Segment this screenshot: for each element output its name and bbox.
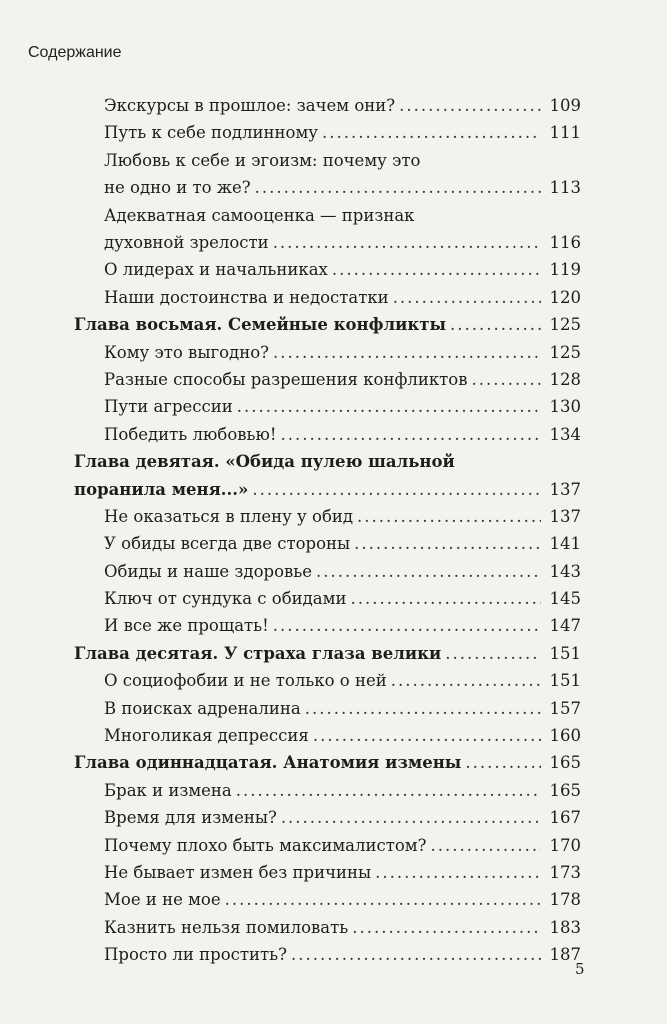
toc-page-number: 116 (549, 232, 581, 252)
toc-page-number: 125 (549, 342, 581, 362)
toc-entry-title: Не бывает измен без причины (104, 862, 372, 882)
toc-section-entry (0, 667, 667, 694)
dot-leader (255, 174, 541, 201)
toc-chapter-entry (0, 311, 667, 338)
dot-leader (391, 667, 541, 694)
dot-leader (450, 311, 541, 338)
dot-leader (393, 284, 541, 311)
toc-entry-title: Глава девятая. «Обида пулею шальной (74, 452, 455, 472)
toc-page-number: 134 (549, 424, 581, 444)
toc-page-number: 151 (549, 671, 581, 691)
toc-entry-title: И все же прощать! (104, 616, 269, 636)
toc-entry-title: У обиды всегда две стороны (104, 534, 351, 554)
toc-entry-title: Разные способы разрешения конфликтов (104, 369, 468, 389)
toc-section-entry (0, 832, 667, 859)
toc-entry-title: Просто ли простить? (104, 945, 287, 965)
toc-section-entry (0, 886, 667, 913)
toc-section-entry (0, 256, 667, 283)
toc-page-number: 170 (549, 835, 581, 855)
toc-entry-title: Время для измены? (104, 808, 277, 828)
toc-page-number: 145 (549, 589, 581, 609)
toc-section-entry (0, 366, 667, 393)
dot-leader (354, 530, 541, 557)
toc-section-entry (0, 695, 667, 722)
toc-section-entry (0, 530, 667, 557)
toc-page-number: 157 (549, 698, 581, 718)
toc-entry-title: Глава восьмая. Семейные конфликты (74, 315, 447, 335)
dot-leader (273, 339, 541, 366)
toc-entry-title: О лидерах и начальниках (104, 260, 328, 280)
toc-page-number: 113 (549, 178, 581, 198)
toc-page-number: 160 (549, 726, 581, 746)
toc-section-entry (0, 859, 667, 886)
toc-page-number: 120 (549, 287, 581, 307)
dot-leader (357, 503, 541, 530)
toc-chapter-entry (0, 640, 667, 667)
toc-entry-title: Не оказаться в плену у обид (104, 506, 354, 526)
toc-entry-title: Почему плохо быть максималистом? (104, 835, 427, 855)
toc-page-number: 183 (549, 917, 581, 937)
toc-entry-title: Путь к себе подлинному (104, 123, 319, 143)
toc-page-number: 178 (549, 890, 581, 910)
dot-leader (281, 421, 541, 448)
toc-page-number: 173 (549, 862, 581, 882)
dot-leader (291, 941, 541, 968)
dot-leader (465, 749, 541, 776)
toc-section-entry (0, 421, 667, 448)
toc-entry-title: Обиды и наше здоровье (104, 561, 313, 581)
dot-leader (313, 722, 541, 749)
dot-leader (281, 804, 541, 831)
toc-page-number: 165 (549, 780, 581, 800)
toc-page-number: 130 (549, 397, 581, 417)
toc-entry-title: Брак и измена (104, 780, 232, 800)
toc-page-number: 151 (549, 643, 581, 663)
dot-leader (236, 777, 541, 804)
dot-leader (430, 832, 541, 859)
dot-leader (316, 558, 541, 585)
table-of-contents (0, 92, 667, 969)
toc-entry-title: Казнить нельзя помиловать (104, 917, 349, 937)
toc-section-entry (0, 941, 667, 968)
dot-leader (273, 612, 541, 639)
dot-leader (305, 695, 541, 722)
toc-entry-title: Многоликая депрессия (104, 726, 309, 746)
page-number: 5 (575, 960, 585, 978)
dot-leader (273, 229, 541, 256)
toc-entry-title: О социофобии и не только о ней (104, 671, 387, 691)
dot-leader (332, 256, 541, 283)
dot-leader (352, 914, 541, 941)
toc-page-number: 128 (549, 369, 581, 389)
toc-entry-title: Пути агрессии (104, 397, 233, 417)
toc-page-number: 143 (549, 561, 581, 581)
dot-leader (472, 366, 541, 393)
toc-entry-title: Наши достоинства и недостатки (104, 287, 389, 307)
dot-leader (445, 640, 541, 667)
toc-entry-title: поранила меня...» (74, 479, 249, 499)
toc-page-number: 137 (549, 479, 581, 499)
toc-section-entry (0, 722, 667, 749)
toc-section-entry (0, 393, 667, 420)
toc-entry-title: Глава одиннадцатая. Анатомия измены (74, 753, 462, 773)
toc-page-number: 147 (549, 616, 581, 636)
toc-entry-title: духовной зрелости (104, 232, 269, 252)
toc-section-entry (0, 503, 667, 530)
toc-entry-title: Глава десятая. У страха глаза велики (74, 643, 442, 663)
toc-page-number: 125 (549, 315, 581, 335)
toc-page-number: 167 (549, 808, 581, 828)
toc-section-entry (0, 558, 667, 585)
toc-page-number: 141 (549, 534, 581, 554)
toc-entry-title: Ключ от сундука с обидами (104, 589, 347, 609)
toc-section-entry (0, 777, 667, 804)
toc-entry-title: В поисках адреналина (104, 698, 301, 718)
toc-section-entry (0, 804, 667, 831)
toc-section-entry (0, 585, 667, 612)
toc-section-entry (0, 284, 667, 311)
toc-section-entry (0, 914, 667, 941)
toc-chapter-entry (0, 448, 667, 503)
running-head: Содержание (28, 44, 122, 61)
toc-page-number: 109 (549, 96, 581, 115)
toc-entry-title: Любовь к себе и эгоизм: почему это (104, 150, 421, 170)
dot-leader (322, 119, 541, 146)
toc-chapter-entry (0, 749, 667, 776)
toc-entry-title: Победить любовью! (104, 424, 277, 444)
dot-leader (252, 476, 541, 503)
toc-page-number: 111 (549, 123, 581, 143)
dot-leader (225, 886, 541, 913)
toc-page-number: 165 (549, 753, 581, 773)
toc-entry-title: Адекватная самооценка — признак (104, 205, 415, 225)
toc-section-entry (0, 92, 667, 119)
toc-entry-title: Кому это выгодно? (104, 342, 269, 362)
toc-entry-title: Мое и не мое (104, 890, 221, 910)
dot-leader (399, 92, 541, 119)
toc-entry-title: не одно и то же? (104, 178, 251, 198)
toc-page-number: 119 (549, 260, 581, 280)
dot-leader (350, 585, 541, 612)
toc-section-entry (0, 202, 667, 257)
toc-page-number: 137 (549, 506, 581, 526)
toc-section-entry (0, 612, 667, 639)
toc-section-entry (0, 119, 667, 146)
toc-section-entry (0, 147, 667, 202)
dot-leader (237, 393, 541, 420)
toc-page-number: 187 (549, 945, 581, 965)
toc-section-entry (0, 339, 667, 366)
toc-entry-title: Экскурсы в прошлое: зачем они? (104, 96, 396, 115)
dot-leader (375, 859, 541, 886)
